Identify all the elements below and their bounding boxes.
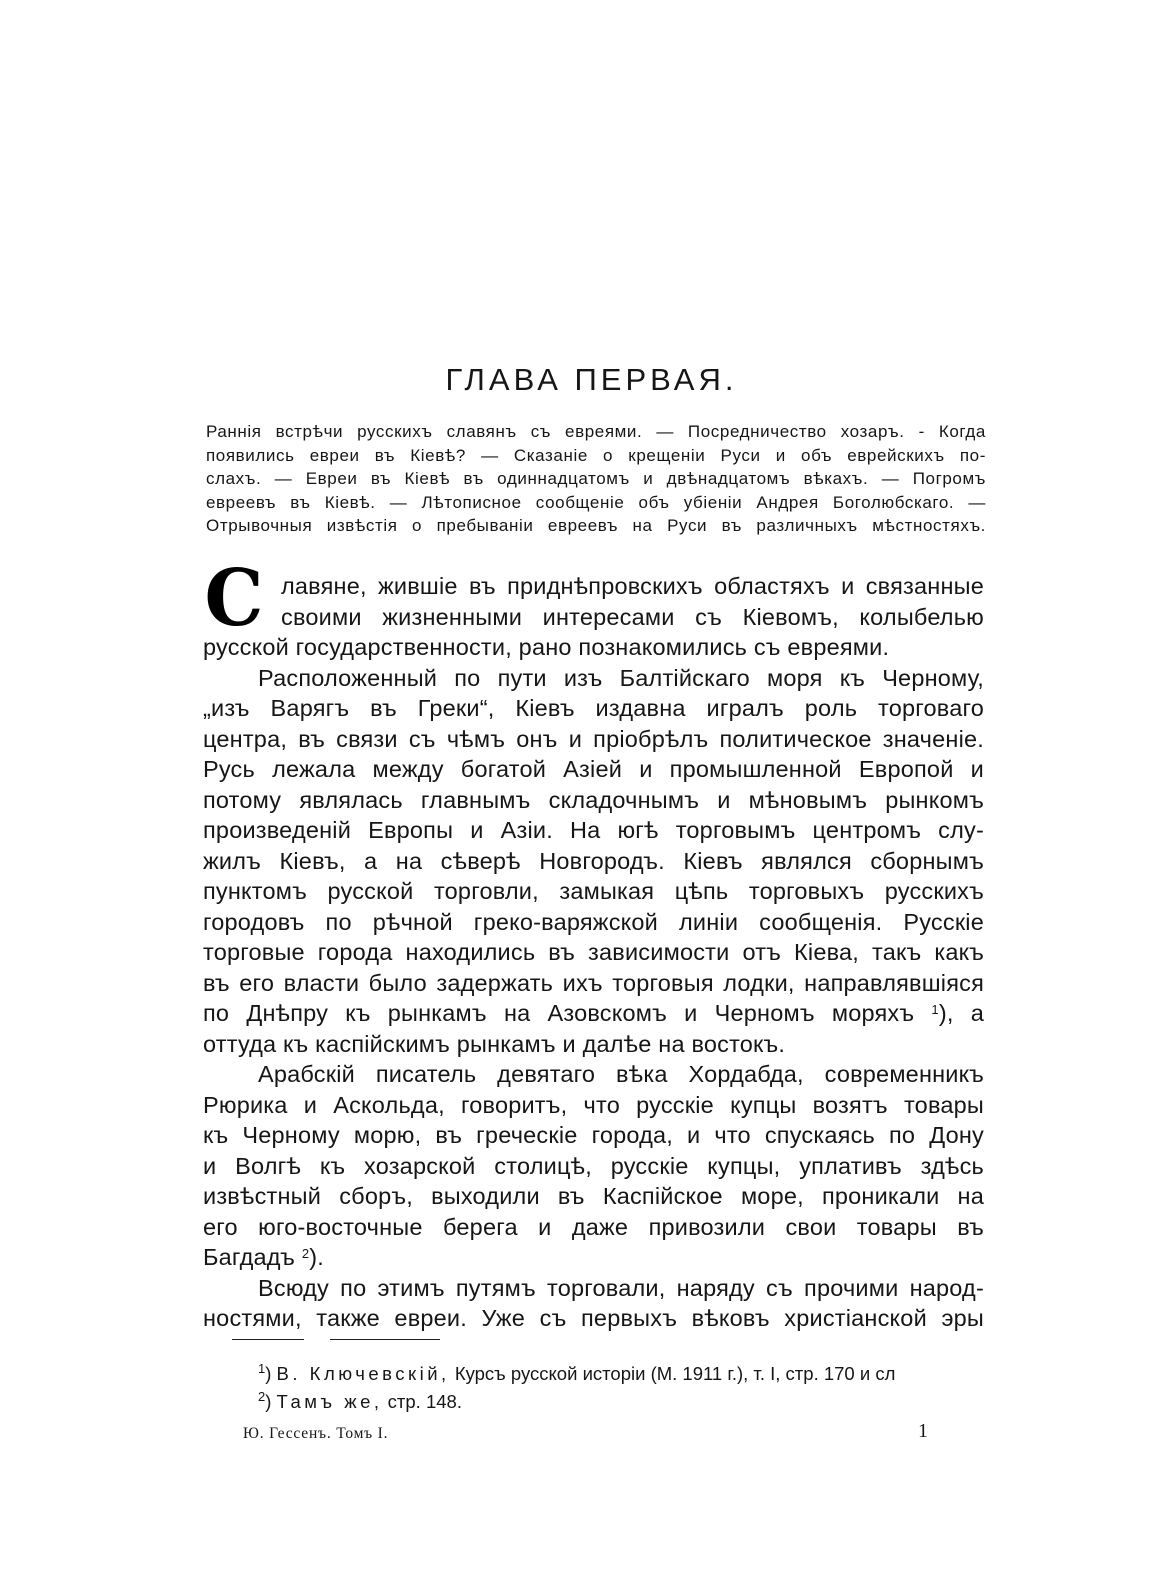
footnote-ref-2: 2 (301, 1246, 310, 1261)
footnote-separator (232, 1339, 304, 1340)
text-line: центра, въ связи съ чѣмъ онъ и пріобрѣлъ политическое значеніе. (203, 725, 984, 752)
chapter-title: ГЛАВА ПЕРВАЯ. (445, 362, 738, 397)
text-line: извѣстный сборъ, выходили въ Каспійское море, проникали на (203, 1183, 984, 1209)
text-line: „изъ Варягъ въ Греки“, Кіевъ издавна игралъ роль торговаго (203, 695, 984, 721)
text-line: потому являлась главнымъ складочнымъ и мѣновымъ рынкомъ (203, 786, 984, 813)
summary-line: евреевъ въ Кіевѣ. — Лѣтописное сообщеніе объ убіеніи Андрея Боголюбскаго. — (206, 492, 986, 512)
page-number: 1 (918, 1420, 928, 1442)
text-line: его юго-восточные берега и даже привозили свои товары въ (203, 1213, 984, 1240)
paragraph-2 (203, 663, 984, 1060)
text-line (203, 998, 984, 1029)
footnote-mark: 2 (258, 1389, 266, 1404)
text-line: и Волгѣ къ хозарской столицѣ, русскіе купцы, уплативъ здѣсь (203, 1152, 984, 1179)
text-line: произведеній Европы и Азіи. На югѣ торговымъ центромъ слу- (203, 817, 984, 843)
chapter-summary (206, 420, 986, 538)
text-line: Русь лежала между богатой Азіей и промышленной Европой и (203, 756, 984, 782)
paragraph-4 (203, 1273, 984, 1334)
paragraph-3 (203, 1059, 984, 1273)
paragraph-1 (203, 571, 984, 663)
footnotes (258, 1360, 988, 1416)
footnote-author: Тамъ же, (276, 1391, 383, 1412)
text-line: оттуда къ каспійскимъ рынкамъ и далѣе на востокъ. (203, 1030, 786, 1057)
text-line: Арабскій писатель девятаго вѣка Хордабда, современникъ (258, 1061, 984, 1087)
footnote-text: стр. 148. (382, 1391, 462, 1412)
footnote-2: $^2$) Тамъ же, стр. 148. (258, 1389, 462, 1412)
text-line: въ его власти было задержать ихъ торговыя лодки, направлявшіяся (203, 969, 984, 996)
footnote-text: Курсъ русской исторіи (М. 1911 г.), т. I, стр. 170 и сл (449, 1363, 896, 1384)
summary-line: Отрывочныя извѣстія о пребываніи евреевъ на Руси въ различныхъ мѣстностяхъ. (206, 516, 986, 535)
text-segment: ), а (938, 1000, 984, 1026)
text-line: Расположенный по пути изъ Балтійскаго моря къ Черному, (258, 664, 984, 691)
text-line: своими жизненными интересами съ Кіевомъ, колыбелью (281, 603, 984, 630)
text-line: пунктомъ русской торговли, замыкая цѣпь торговыхъ русскихъ (203, 878, 984, 904)
footnote-1: $^1$) В. Ключевскій, Курсъ русской исторіи (М. 1911 г.), т. I, стр. 170 и сл (258, 1361, 896, 1384)
text-segment: ). (309, 1244, 325, 1270)
summary-line: появились евреи въ Кіевѣ? — Сказаніе о крещеніи Руси и объ еврейскихъ по- (206, 445, 986, 465)
text-line: лавяне, жившіе въ приднѣпровскихъ областяхъ и связанные (281, 573, 984, 599)
footer-signature: Ю. Гессенъ. Томъ I. (243, 1425, 389, 1442)
text-line: жилъ Кіевъ, а на сѣверѣ Новгородъ. Кіевъ являлся сборнымъ (203, 847, 984, 874)
text-segment: Багдадъ (203, 1244, 296, 1270)
text-segment: по Днѣпру къ рынкамъ на Азовскомъ и Черномъ моряхъ (203, 1000, 915, 1026)
summary-line: слахъ. — Евреи въ Кіевѣ въ одиннадцатомъ и двѣнадцатомъ вѣкахъ. — Погромъ (206, 469, 986, 488)
footnote-author: В. Ключевскій, (276, 1363, 450, 1384)
footnote-ref-1: 1 (931, 1002, 939, 1017)
drop-cap: С (204, 553, 264, 644)
body-text (203, 571, 984, 1334)
text-line: къ Черному морю, въ греческіе города, и что спускаясь по Дону (203, 1122, 984, 1148)
text-line: русской государственности, рано познакомились съ евреями. (203, 634, 890, 660)
footnote-separator (330, 1339, 440, 1340)
text-line: Всюду по этимъ путямъ торговали, наряду съ прочими народ- (258, 1274, 984, 1301)
text-line: Рюрика и Аскольда, говоритъ, что русскіе купцы возятъ товары (203, 1091, 984, 1118)
text-line (203, 1242, 984, 1273)
text-line: торговые города находились въ зависимости отъ Кіева, такъ какъ (203, 939, 984, 965)
summary-line: Раннія встрѣчи русскихъ славянъ съ евреями. — Посредничество хозаръ. - Когда (206, 422, 986, 441)
text-line: городовъ по рѣчной греко-варяжской линіи сообщенія. Русскіе (203, 908, 984, 935)
footnote-mark: 1 (258, 1361, 266, 1376)
text-line: ностями, также евреи. Уже съ первыхъ вѣковъ христіанской эры (203, 1305, 984, 1331)
